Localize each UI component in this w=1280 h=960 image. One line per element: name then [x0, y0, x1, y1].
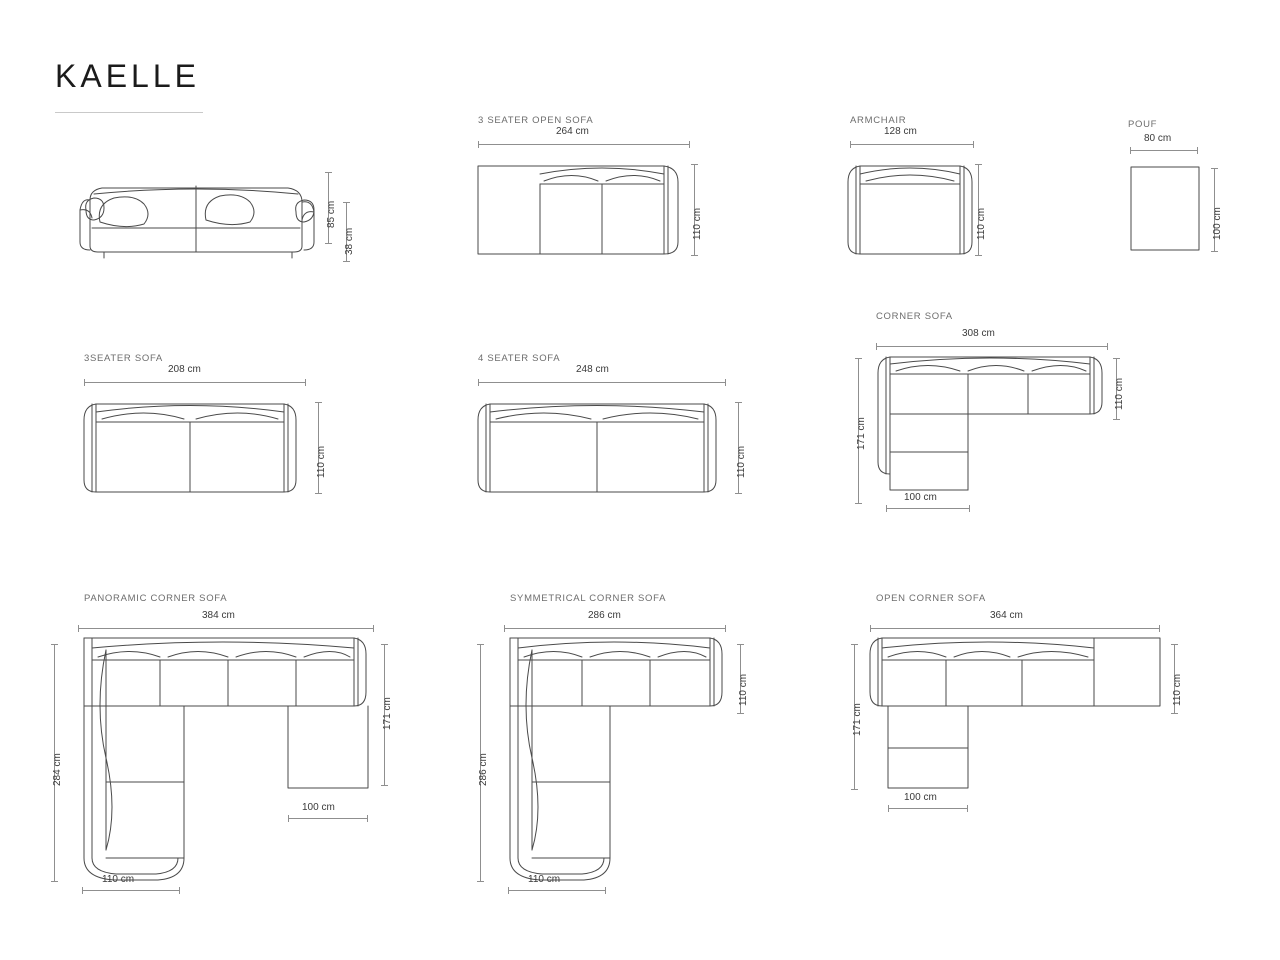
- drawing-symmetrical-corner-sofa: [510, 638, 740, 898]
- dim-open-corner-depth: 110 cm: [1172, 673, 1183, 706]
- label-open-corner-sofa: OPEN CORNER SOFA: [876, 593, 986, 604]
- dim-corner-chaise: 100 cm: [904, 492, 937, 503]
- hero-dim-38: 38 cm: [344, 227, 355, 255]
- item-3-seater-open-sofa: [478, 112, 718, 272]
- dim-symmetrical-bottom-width: 110 cm: [528, 874, 561, 885]
- item-symmetrical-corner-sofa: [478, 590, 770, 920]
- dimline-corner-width: [876, 346, 1108, 347]
- dimline-pouf-width: [1130, 150, 1198, 151]
- hero-dim-85: 85 cm: [326, 200, 337, 228]
- dim-pouf-width: 80 cm: [1144, 133, 1172, 144]
- drawing-3seater-sofa: [84, 394, 310, 500]
- item-3seater-sofa: [84, 350, 334, 510]
- dimline-4seater-width: [478, 382, 726, 383]
- title-divider: [55, 112, 203, 113]
- dim-panoramic-width: 384 cm: [202, 610, 235, 621]
- dim-corner-width: 308 cm: [962, 328, 995, 339]
- dim-corner-length: 171 cm: [856, 417, 867, 450]
- page-title: KAELLE: [55, 58, 200, 94]
- item-armchair: [850, 112, 1040, 272]
- label-corner-sofa: CORNER SOFA: [876, 311, 953, 322]
- label-panoramic-corner-sofa: PANORAMIC CORNER SOFA: [84, 593, 228, 604]
- dim-3-seater-open-depth: 110 cm: [692, 207, 703, 240]
- dim-symmetrical-width: 286 cm: [588, 610, 621, 621]
- dim-armchair-width: 128 cm: [884, 126, 917, 137]
- dim-symmetrical-depth: 110 cm: [738, 673, 749, 706]
- label-armchair: ARMCHAIR: [850, 115, 907, 126]
- dim-armchair-depth: 110 cm: [976, 207, 987, 240]
- item-panoramic-corner-sofa: [52, 590, 414, 920]
- item-4-seater-sofa: [478, 350, 758, 510]
- label-3-seater-open-sofa: 3 SEATER OPEN SOFA: [478, 115, 594, 126]
- item-pouf: [1128, 116, 1258, 266]
- dim-panoramic-chaise-depth: 171 cm: [382, 697, 393, 730]
- dimline-symmetrical-width: [504, 628, 726, 629]
- dim-pouf-depth: 100 cm: [1212, 207, 1223, 240]
- dim-3-seater-open-width: 264 cm: [556, 126, 589, 137]
- dimline-open-corner-width: [870, 628, 1160, 629]
- dimline-open-corner-chaise-width: [888, 808, 968, 809]
- drawing-panoramic-corner-sofa: [84, 638, 384, 898]
- label-symmetrical-corner-sofa: SYMMETRICAL CORNER SOFA: [510, 593, 667, 604]
- drawing-corner-sofa: [876, 352, 1116, 512]
- dim-corner-depth: 110 cm: [1114, 377, 1125, 410]
- dim-3seater-width: 208 cm: [168, 364, 201, 375]
- drawing-3-seater-open-sofa: [478, 156, 694, 262]
- dimline-3seater-width: [84, 382, 306, 383]
- item-hero-sofa: [60, 150, 360, 280]
- drawing-pouf: [1128, 164, 1208, 256]
- dim-open-corner-width: 364 cm: [990, 610, 1023, 621]
- dim-panoramic-bottom-width: 110 cm: [102, 874, 135, 885]
- dim-3seater-depth: 110 cm: [316, 445, 327, 478]
- dim-open-corner-chaise-width: 100 cm: [904, 792, 937, 803]
- dimline-3-seater-open-width: [478, 144, 690, 145]
- dim-4seater-depth: 110 cm: [736, 445, 747, 478]
- dim-4seater-width: 248 cm: [576, 364, 609, 375]
- dimline-corner-chaise: [886, 508, 970, 509]
- dim-symmetrical-length: 286 cm: [478, 753, 489, 786]
- drawing-4-seater-sofa: [478, 394, 730, 500]
- dimline-symmetrical-bottom-width: [508, 890, 606, 891]
- item-open-corner-sofa: [852, 590, 1196, 840]
- dimline-panoramic-width: [78, 628, 374, 629]
- item-corner-sofa: [856, 308, 1146, 538]
- dimline-armchair-width: [850, 144, 974, 145]
- dimline-panoramic-chaise-width: [288, 818, 368, 819]
- dim-panoramic-length: 284 cm: [52, 753, 63, 786]
- label-3seater-sofa: 3SEATER SOFA: [84, 353, 163, 364]
- dimline-panoramic-bottom-width: [82, 890, 180, 891]
- label-4-seater-sofa: 4 SEATER SOFA: [478, 353, 561, 364]
- dim-open-corner-length: 171 cm: [852, 703, 863, 736]
- label-pouf: POUF: [1128, 119, 1158, 130]
- hero-sofa-drawing: [60, 150, 340, 270]
- dim-panoramic-chaise-width: 100 cm: [302, 802, 335, 813]
- drawing-armchair: [850, 156, 980, 262]
- drawing-open-corner-sofa: [876, 638, 1170, 818]
